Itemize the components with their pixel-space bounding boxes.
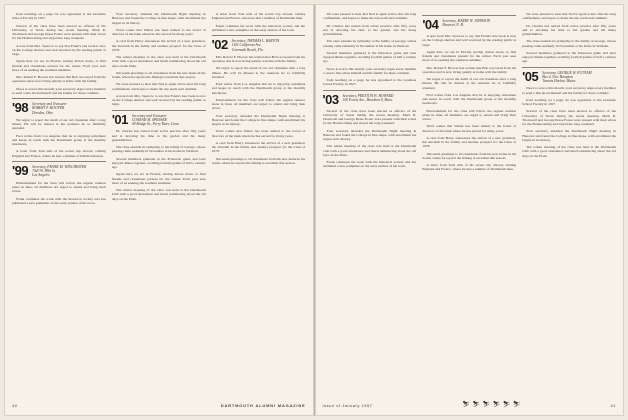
paragraph: Jim sends greetings to all classmates from his new home in the South, where he reports the fishing is excellent this season.	[211, 156, 306, 165]
paragraph: Entertainment for the class will follow the regular reunion plans in June; all members are urged to attend and bring their wives.	[12, 180, 106, 194]
paragraph: Again here we are in Florida, having driven down, to find friends and classmates present for the winter. Each year sees more of us seeking the southern sunshine.	[12, 59, 106, 72]
paragraph: News is scarce this month; your secretary urges every member to send a line about himself and his family for these columns.	[322, 66, 417, 75]
right-column-3	[522, 12, 616, 390]
paragraph: We were pleased to hear that Ned is again active after his long confinement, and hopes to make the trip north next summer.	[111, 82, 206, 91]
paragraph: Fred writes from Los Angeles that he is enjoying retirement and keeps in touch with the Dartmouth group at the monthly luncheons.	[422, 92, 517, 106]
class-heading-1898	[12, 98, 106, 115]
paragraph: News is scarce this month; your secretary urges every member to send a line about himself and his family for these columns.	[12, 86, 106, 95]
skier-icon: ⛷	[482, 402, 491, 408]
paragraph: from teaching on a page; he was appointed to the Graduate School Faculty in 1927.	[522, 97, 616, 107]
paragraph: Fred writes from Los Angeles that he is enjoying retirement and keeps in touch with the Dartmouth group at the monthly luncheons.	[211, 82, 306, 95]
paragraph: Word comes that Walter has been named to the board of directors of the bank where he has served for many years.	[211, 129, 306, 138]
class-year: '03	[322, 91, 339, 107]
magazine-title: DARTMOUTH ALUMNI MAGAZINE	[220, 403, 306, 408]
class-secretary: Secretary, THOMAS L. BARTON 1101 California Ave. Coronado Beach, Fla.	[231, 39, 280, 52]
paragraph: from teaching on a page; he was appointed to the Graduate School Faculty in 1927.	[12, 12, 106, 21]
paragraph: Your secretary attended the Dartmouth Night meeting in Hanover and found the College in fine shape, with enrollment the largest in its history.	[322, 128, 417, 141]
class-year: '01	[111, 111, 128, 127]
magazine-spread	[4, 4, 624, 416]
paragraph: Fred writes from Los Angeles that he is enjoying retirement and keeps in touch with the Dartmouth group at the monthly luncheons.	[12, 133, 106, 147]
paragraph: Frank continues his work with the historical society and has published a new pamphlet on the early settlers of his town.	[12, 196, 106, 205]
paragraph: The class extends its sympathy to the family of George, whose passing came suddenly in November at his home in Vermont.	[322, 39, 417, 48]
paragraph: We were pleased to hear that Ned is again active after his long confinement, and hopes to make the trip north next summer.	[322, 12, 417, 21]
class-secretary: Secretary and Treasurer ROBERT F. HOOVER Dresden, Ohio	[32, 102, 67, 115]
skier-icon: ⛷	[462, 402, 471, 408]
paragraph: Frank continues his work with the historical society and has published a new pamphlet on the early settlers of his town.	[211, 23, 306, 32]
right-columns	[323, 12, 617, 390]
paragraph: A card from Harry announces the arrival of a new grandson, the eleventh in the family and another prospect for the Class of 1978.	[211, 140, 306, 154]
class-year: '04	[422, 17, 439, 32]
paragraph: A note from Mrs. Sparrow to say that Frank's late book is now on the College shelves and well received by the reading public at large.	[12, 43, 106, 56]
paragraph: Jim sends greetings to all classmates from his new home in the South, where he reports the fishing is excellent this season.	[111, 70, 206, 79]
paragraph: A card from Harry announces the arrival of a new grandson, the eleventh in the family and another prospect for the Class of 1978.	[422, 135, 517, 149]
paragraph: Entertainment for the class will follow the regular reunion plans in June; all members are urged to attend and bring their wives.	[422, 108, 517, 121]
paragraph: Word comes that Walter has been named to the board of directors of the bank where he has served for many years.	[111, 27, 206, 36]
paragraph: News is scarce this month; your secretary urges every member to send a line about himself and his family for these columns.	[522, 86, 616, 95]
skier-ornament	[462, 402, 521, 408]
paragraph: The winter meeting of the class was held at the Dartmouth Club with a good attendance and much reminiscing about the old days on the Plain.	[522, 145, 616, 158]
class-heading-1901	[112, 110, 206, 127]
class-year: '99	[12, 162, 29, 178]
left-footer	[12, 403, 306, 408]
paragraph: Dr. Charles has retired from active practice after fifty years and is devoting his time to his garden and his many grandchildren.	[111, 129, 206, 142]
paragraph: A letter from Tom tells of his recent trip abroad, visiting England and France, where he met a number of Dartmouth men.	[12, 149, 106, 158]
skier-icon: ⛷	[502, 402, 511, 408]
paragraph: Several members gathered at the Princeton game and later enjoyed dinner together, recalling football games of half a century ago.	[322, 50, 417, 64]
paragraph: Dr. Charles has retired from active practice after fifty years and is devoting his time to his garden and his many grandchildren.	[522, 23, 616, 36]
paragraph: Your secretary attended the Dartmouth Night meeting in Hanover and found the College in fine shape, with enrollment the largest in its history.	[522, 129, 616, 142]
right-page	[315, 4, 625, 416]
paragraph: Mrs. Robert F. Hoover has written that Bob recovered from the operation and is now living quietly at home with the family.	[12, 75, 106, 84]
paragraph: A note from Mrs. Sparrow to say that Frank's late book is now on the College shelves and well received by the reading public at large.	[111, 93, 206, 107]
skier-icon: ⛷	[472, 402, 481, 408]
paragraph: We regret to report the death of our old classmate after a long illness. He will be missed at the reunions he so faithfully attended.	[422, 77, 517, 90]
skier-icon: ⛷	[492, 402, 501, 408]
paragraph: Several members gathered at the Princeton game and later enjoyed dinner together, recalling football games of half a century ago.	[111, 156, 206, 170]
paragraph: We were pleased to hear that Ned is again active after his long confinement, and hopes to make the trip north next summer.	[522, 12, 616, 21]
paragraph: Jim sends greetings to all classmates from his new home in the South, where he reports the fishing is excellent this season.	[422, 151, 517, 160]
paragraph: Several of the class have been elected as officers of the University of Texas during the recent meeting. Mark R. Thornwell and George Pease Foster were present with their wives for the Homecoming and stayed the long weekend.	[322, 108, 417, 126]
class-secretary: Secretary, PRESTON W. HOWARD 100 Forest Ave., Brockton 9, Mass.	[342, 93, 394, 102]
paragraph: Word comes that Walter has been named to the board of directors of the bank where he has served for many years.	[422, 124, 517, 133]
paragraph: We regret to report the death of our old classmate after a long illness. He will be missed at the reunions he so faithfully attended.	[211, 66, 306, 79]
paragraph: Mrs. Robert F. Hoover has written that Bob recovered from the operation and is now living quietly at home with the family.	[422, 65, 517, 74]
paragraph: The winter meeting of the class was held at the Dartmouth Club with a good attendance and much reminiscing about the old days on the Plain.	[111, 188, 206, 201]
left-column-2	[112, 12, 206, 390]
paragraph: Several of the class have been elected as officers of the University of Texas during the recent meeting. Mark R. Thornwell and George Pease Foster were present with their wives for the Homecoming and stayed the long weekend.	[12, 23, 106, 41]
paragraph: Entertainment for the class will follow the regular reunion plans in June; all members are urged to attend and bring their wives.	[211, 97, 306, 111]
class-secretary: Secretary, HARRY W. JOHNSON Hanover, N. H.	[442, 19, 491, 28]
paragraph: A letter from Tom tells of his recent trip abroad, visiting England and France, where he met a number of Dartmouth men.	[422, 163, 517, 172]
class-secretary: Secretary, GEORGE W. PUTNAM Box 4, New Hampton Tenants Harbor, Maine	[542, 70, 592, 84]
page-number: 41	[610, 402, 616, 408]
paragraph: Dr. Charles has retired from active practice after fifty years and is devoting his time to his garden and his many grandchildren.	[322, 23, 417, 36]
class-heading-1899	[12, 161, 106, 178]
class-secretary: Secretary, FRANK M. WINCHESTER 7020 W. 89th St. Los Angeles	[32, 164, 87, 178]
paragraph: Mrs. Robert F. Hoover has written that Bob recovered from the operation and is now living quietly at home with the family.	[211, 54, 306, 64]
paragraph: from teaching on a page; he was appointed to the Graduate School Faculty in 1927.	[322, 78, 417, 87]
paragraph: Frank continues his work with the historical society and has published a new pamphlet on the early settlers of his town.	[322, 160, 417, 169]
left-column-1	[12, 12, 106, 390]
class-heading-1905	[522, 67, 616, 84]
class-heading-1903	[323, 90, 417, 106]
right-column-1	[323, 12, 417, 390]
paragraph: Again here we are in Florida, having driven down, to find friends and classmates present for the winter. Each year sees more of us seeking the southern sunshine.	[422, 49, 517, 63]
paragraph: Your secretary attended the Dartmouth Night meeting in Hanover and found the College in fine shape, with enrollment the largest in its history.	[211, 113, 306, 127]
left-columns	[12, 12, 306, 390]
paragraph: Several of the class have been elected as officers of the University of Texas during the recent meeting. Mark R. Thornwell and George Pease Foster were present with their wives for the Homecoming and stayed the long weekend.	[522, 109, 616, 127]
paragraph: The class extends its sympathy to the family of George, whose passing came suddenly in November at his home in Vermont.	[522, 39, 616, 48]
page-number: 40	[12, 403, 18, 408]
paragraph: A note from Mrs. Sparrow to say that Frank's late book is now on the College shelves and well received by the reading public at large.	[422, 34, 517, 47]
right-column-2	[422, 12, 516, 390]
right-footer	[323, 402, 617, 408]
paragraph: The winter meeting of the class was held at the Dartmouth Club with a good attendance and much reminiscing about the old days on the Plain.	[111, 55, 206, 68]
paragraph: A card from Harry announces the arrival of a new grandson, the eleventh in the family and another prospect for the Class of 1978.	[111, 39, 206, 52]
left-column-3	[212, 12, 306, 390]
left-page	[4, 4, 315, 416]
class-heading-1904	[422, 15, 516, 31]
paragraph: A letter from Tom tells of his recent trip abroad, visiting England and France, where he met a number of Dartmouth men.	[211, 12, 306, 21]
class-year: '98	[12, 100, 29, 115]
paragraph: Your secretary attended the Dartmouth Night meeting in Hanover and found the College in fine shape, with enrollment the largest in its history.	[111, 12, 206, 25]
class-secretary: Secretary and Treasurer CONRAD M. SPENSER 49 Bridge St., Perry River, Conn.	[131, 113, 180, 127]
issue-date: Issue of January 1957	[322, 402, 373, 408]
class-year: '05	[522, 68, 539, 84]
class-year: '02	[211, 37, 228, 52]
paragraph: We regret to report the death of our old classmate after a long illness. He will be missed at the reunions he so faithfully attended.	[12, 117, 106, 131]
paragraph: Several members gathered at the Princeton game and later enjoyed dinner together, recalling football games of half a century ago.	[522, 50, 616, 64]
paragraph: Again here we are in Florida, having driven down, to find friends and classmates present for the winter. Each year sees more of us seeking the southern sunshine.	[111, 172, 206, 185]
class-heading-1902	[212, 35, 306, 52]
paragraph: The class extends its sympathy to the family of George, whose passing came suddenly in November at his home in Vermont.	[111, 145, 206, 154]
skier-icon: ⛷	[512, 402, 521, 408]
paragraph: The winter meeting of the class was held at the Dartmouth Club with a good attendance and much reminiscing about the old days on the Plain.	[322, 144, 417, 157]
